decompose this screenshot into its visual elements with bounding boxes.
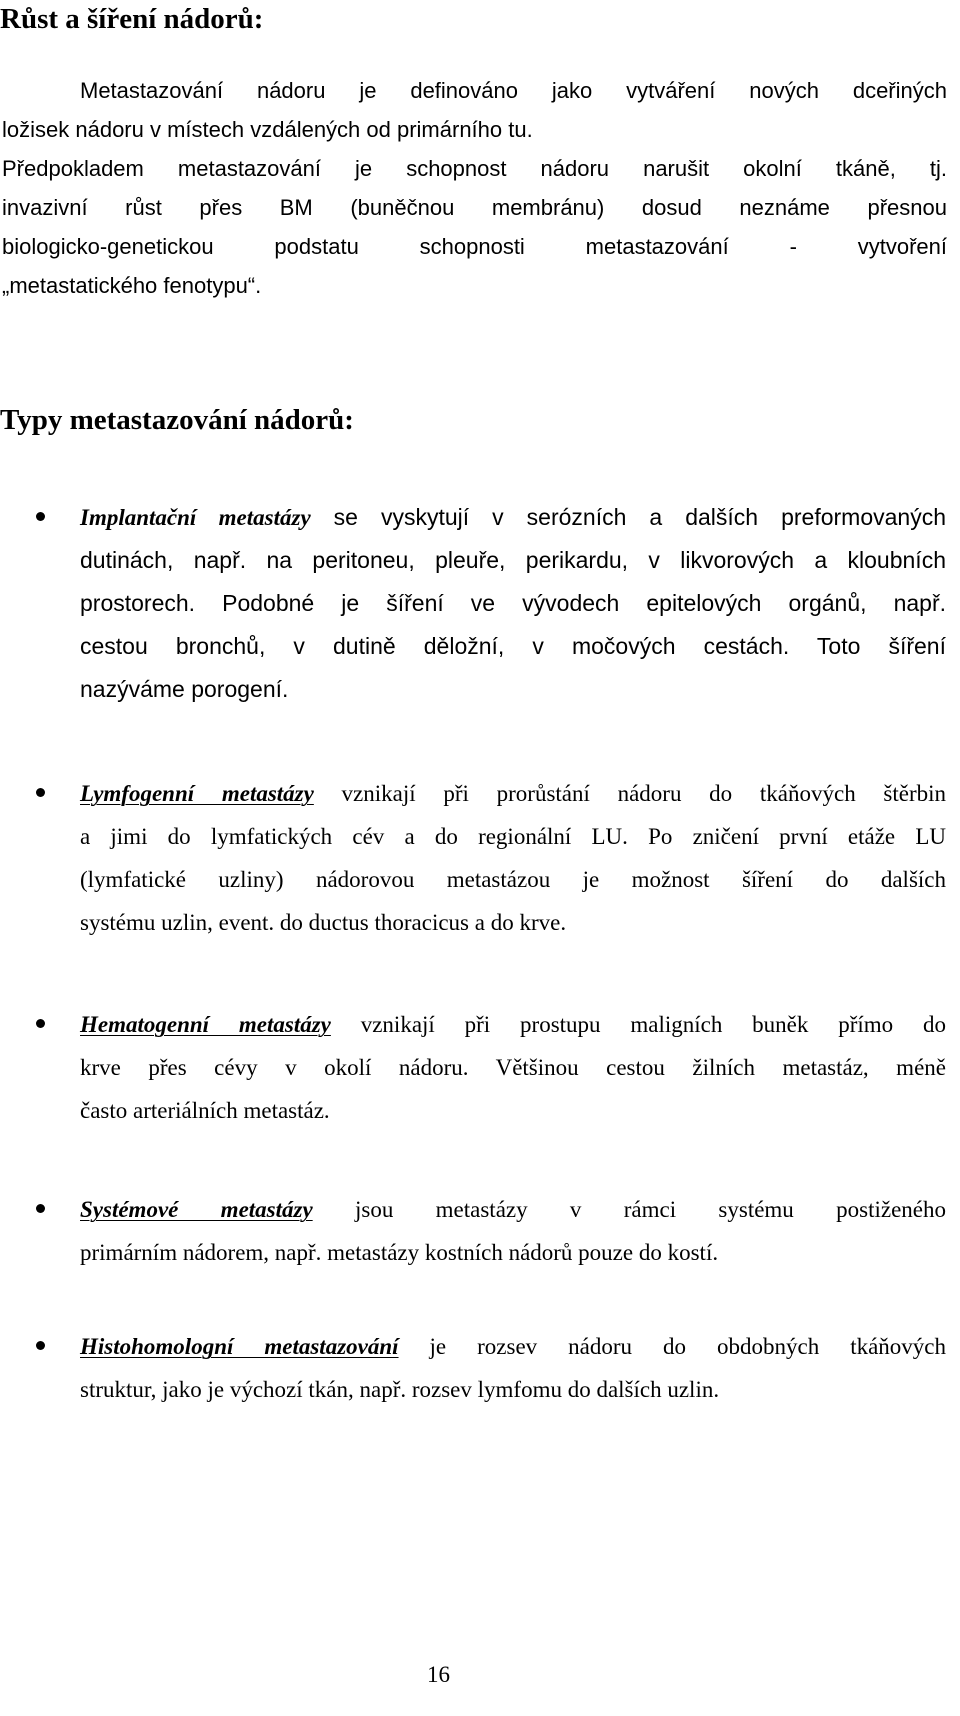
- list-item-text: [80, 1003, 946, 1132]
- bullet-icon: [36, 1341, 45, 1350]
- term-label: Implantační metastázy: [80, 505, 311, 530]
- item-line: se vyskytují v serózních a dalších preformovaných: [310, 504, 946, 530]
- item-line: vznikají při prostupu maligních buněk přímo do: [330, 1012, 946, 1037]
- bullet-icon: [36, 512, 45, 521]
- item-line: často arteriálních metastáz.: [80, 1098, 330, 1123]
- intro-line: biologicko-genetickou podstatu schopnosti metastazování - vytvoření: [2, 234, 947, 259]
- intro-line: Metastazování nádoru je definováno jako vytváření nových dceřiných: [80, 78, 947, 103]
- item-line: cestou bronchů, v dutině děložní, v močových cestách. Toto šíření: [80, 633, 946, 659]
- bullet-icon: [36, 1019, 45, 1028]
- intro-paragraph: [2, 71, 947, 305]
- list-item-text: [80, 1325, 946, 1411]
- section-heading-types: Typy metastazování nádorů:: [0, 404, 354, 436]
- list-item-text: [80, 496, 946, 711]
- item-line: nazýváme porogení.: [80, 676, 289, 702]
- list-item-text: [80, 772, 946, 944]
- item-line: struktur, jako je výchozí tkán, např. rozsev lymfomu do dalších uzlin.: [80, 1377, 720, 1402]
- intro-line: „metastatického fenotypu“.: [2, 273, 262, 298]
- item-line: dutinách, např. na peritoneu, pleuře, perikardu, v likvorových a kloubních: [80, 547, 946, 573]
- term-label: Systémové metastázy: [80, 1197, 313, 1222]
- bullet-icon: [36, 788, 45, 797]
- item-line: vznikají při prorůstání nádoru do tkáňových štěrbin: [313, 781, 947, 806]
- term-label: Hematogenní metastázy: [80, 1012, 331, 1037]
- item-line: je rozsev nádoru do obdobných tkáňových: [398, 1334, 947, 1359]
- intro-line: ložisek nádoru v místech vzdálených od primárního tu.: [2, 117, 533, 142]
- section-heading-growth: Růst a šíření nádorů:: [0, 3, 264, 35]
- term-label: Histohomologní metastazování: [80, 1334, 399, 1359]
- list-item-text: [80, 1188, 946, 1274]
- intro-line: invazivní růst přes BM (buněčnou membránu) dosud neznáme přesnou: [2, 195, 947, 220]
- page-number: 16: [427, 1662, 450, 1687]
- item-line: primárním nádorem, např. metastázy kostních nádorů pouze do kostí.: [80, 1240, 719, 1265]
- item-line: (lymfatické uzliny) nádorovou metastázou je možnost šíření do dalších: [80, 867, 946, 892]
- item-line: krve přes cévy v okolí nádoru. Většinou cestou žilních metastáz, méně: [80, 1055, 946, 1080]
- bullet-icon: [36, 1204, 45, 1213]
- item-line: jsou metastázy v rámci systému postiženého: [312, 1197, 946, 1222]
- item-line: systému uzlin, event. do ductus thoracicus a do krve.: [80, 910, 567, 935]
- term-label: Lymfogenní metastázy: [80, 781, 314, 806]
- intro-line: Předpokladem metastazování je schopnost nádoru narušit okolní tkáně, tj.: [2, 156, 947, 181]
- item-line: prostorech. Podobné je šíření ve vývodech epitelových orgánů, např.: [80, 590, 946, 616]
- item-line: a jimi do lymfatických cév a do regionální LU. Po zničení první etáže LU: [80, 824, 946, 849]
